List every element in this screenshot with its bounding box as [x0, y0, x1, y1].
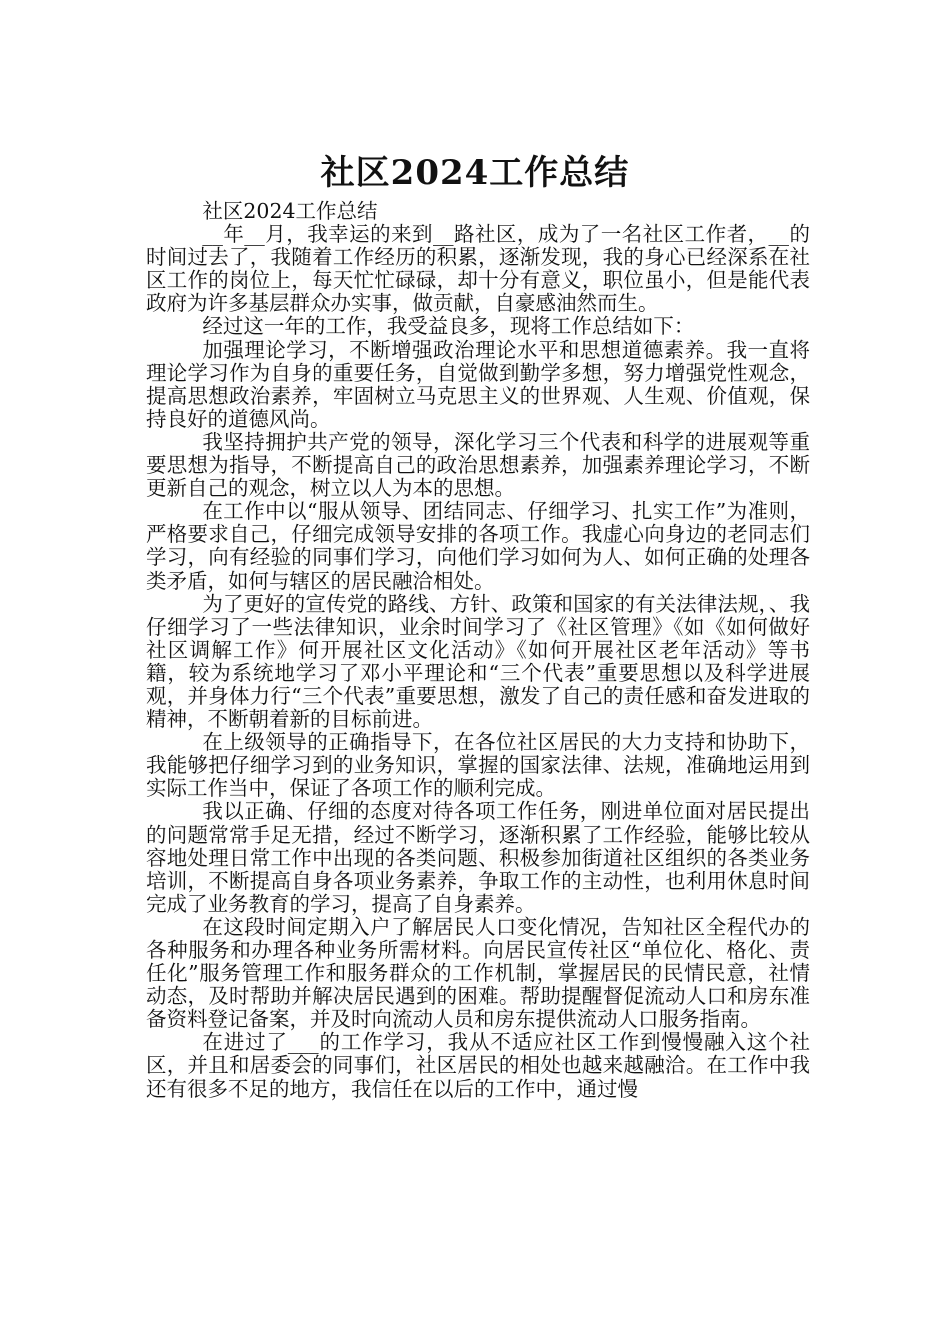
- paragraph-subtitle: 社区2024工作总结: [202, 199, 378, 223]
- paragraph-conclusion: 在进过了___的工作学习，我从不适应社区工作到慢慢融入这个社区，并且和居委会的同事们，社区居民的相处也越来越融洽。在工作中我还有很多不足的地方，我信任在以后的工作中，通过慢: [146, 1030, 810, 1101]
- paragraph-summary-lead: 经过这一年的工作，我受益良多，现将工作总结如下：: [202, 314, 695, 339]
- paragraph-theory-study: 加强理论学习，不断增强政治理论水平和思想道德素养。我一直将理论学习作为自身的重要任务，自觉做到勤学多想，努力增强党性观念，提高思想政治素养，牢固树立马克思主义的世界观、人生观、价值观，保持良好的道德风尚。: [146, 337, 810, 431]
- paragraph-work-principles: 在工作中以“服从领导、团结同志、仔细学习、扎实工作”为准则，严格要求自己，仔细完成领导安排的各项工作。我虚心向身边的老同志们学习，向有经验的同事们学习，向他们学习如何为人、如何正确的处理各类矛盾，如何与辖区的居民融洽相处。: [146, 499, 810, 593]
- paragraph-party-leadership: 我坚持拥护共产党的领导，深化学习三个代表和科学的进展观等重要思想为指导，不断提高自己的政治思想素养，加强素养理论学习，不断更新自己的观念，树立以人为本的思想。: [146, 429, 810, 501]
- paragraph-law-study: 为了更好的宣传党的路线、方针、政策和国家的有关法律法规，、我仔细学习了一些法律知识，业余时间学习了《社区管理》《如《如何做好社区调解工作》何开展社区文化活动》《如何开展社区老年活动》等书籍，较为系统地学习了邓小平理论和“三个代表”重要思想以及科学进展观，并身体力行“三个代表”重要思想，激发了自己的责任感和奋发进取的精神，不断朝着新的目标前进。: [146, 591, 810, 732]
- paragraph-household-visits: 在这段时间定期入户了解居民人口变化情况，告知社区全程代办的各种服务和办理各种业务所需材料。向居民宣传社区“单位化、格化、责任化”服务管理工作和服务群众的工作机制，掌握居民的民情民意，社情动态，及时帮助并解决居民遇到的困难。帮助提醒督促流动人口和房东准备资料登记备案，并及时向流动人员和房东提供流动人口服务指南。: [146, 914, 810, 1032]
- page-title: 社区2024工作总结: [320, 152, 630, 193]
- paragraph-intro: __年__月，我幸运的来到__路社区，成为了一名社区工作者，__的时间过去了，我随着工作经历的积累，逐渐发现，我的身心已经深系在社区工作的岗位上，每天忙忙碌碌，却十分有意义，职位虽小，但是能代表政府为许多基层群众办实事，做贡献，自豪感油然而生。: [146, 222, 810, 316]
- paragraph-guidance: 在上级领导的正确指导下，在各位社区居民的大力支持和协助下，我能够把仔细学习到的业务知识，掌握的国家法律、法规，准确地运用到实际工作当中，保证了各项工作的顺利完成。: [146, 730, 810, 801]
- paragraph-work-attitude: 我以正确、仔细的态度对待各项工作任务，刚进单位面对居民提出的问题常常手足无措，经过不断学习，逐渐积累了工作经验，能够比较从容地处理日常工作中出现的各类问题、积极参加街道社区组织的各类业务培训，不断提高自身各项业务素养，争取工作的主动性，也利用休息时间完成了业务教育的学习，提高了自身素养。: [146, 799, 810, 916]
- document-body: [146, 200, 810, 1101]
